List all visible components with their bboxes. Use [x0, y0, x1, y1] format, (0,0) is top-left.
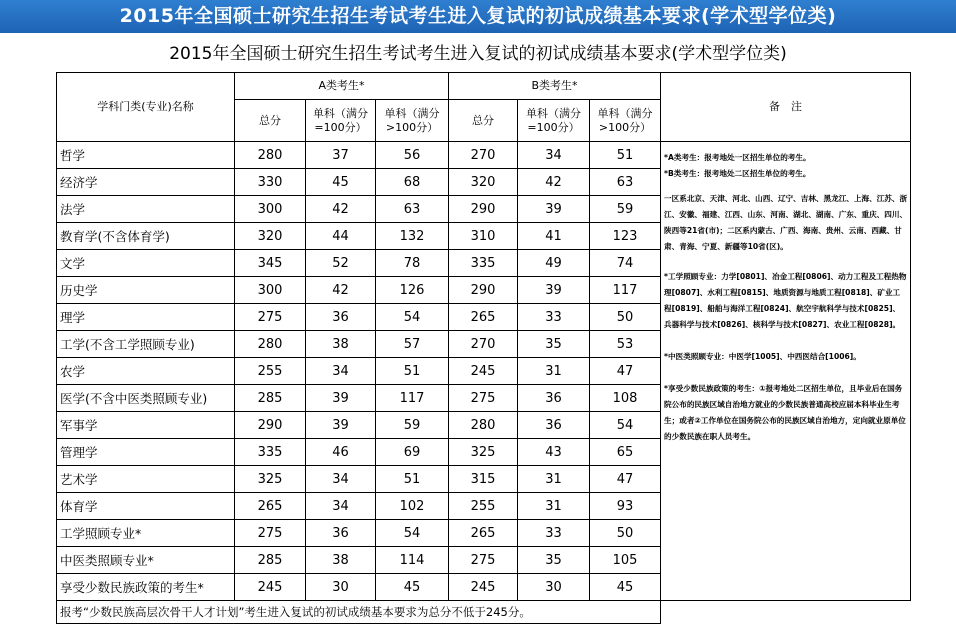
a-single100-cell: 52 [306, 250, 376, 277]
b-sgt-line2: >100分） [598, 120, 652, 134]
b-total-cell: 265 [449, 304, 518, 331]
b-single100-cell: 30 [518, 574, 590, 601]
remarks-cell [661, 142, 911, 601]
b-single100-cell: 35 [518, 547, 590, 574]
a-single-gt100-cell: 69 [376, 439, 449, 466]
page-banner: 2015年全国硕士研究生招生考试考生进入复试的初试成绩基本要求(学术型学位类) [0, 0, 956, 33]
discipline-name-cell: 艺术学 [57, 466, 235, 493]
a-total-cell: 255 [235, 358, 306, 385]
a-single-gt100-cell: 78 [376, 250, 449, 277]
b-total-cell: 275 [449, 547, 518, 574]
b-single100-cell: 31 [518, 466, 590, 493]
a-single-gt100-cell: 59 [376, 412, 449, 439]
a-single-gt100-cell: 54 [376, 304, 449, 331]
b-single-gt100-cell: 105 [590, 547, 661, 574]
b-single-gt100-cell: 50 [590, 520, 661, 547]
a-single-gt100-cell: 114 [376, 547, 449, 574]
b-single-gt100-cell: 74 [590, 250, 661, 277]
a-total-cell: 335 [235, 439, 306, 466]
discipline-name-cell: 文学 [57, 250, 235, 277]
a-total-cell: 245 [235, 574, 306, 601]
discipline-name-cell: 军事学 [57, 412, 235, 439]
b-single100-cell: 42 [518, 169, 590, 196]
a-total-cell: 285 [235, 547, 306, 574]
a-sgt-line2: >100分） [385, 120, 439, 134]
b-total-cell: 310 [449, 223, 518, 250]
discipline-name-cell: 管理学 [57, 439, 235, 466]
a-total-cell: 290 [235, 412, 306, 439]
a-total-cell: 345 [235, 250, 306, 277]
a-single100-cell: 36 [306, 304, 376, 331]
b-single-gt100-cell: 108 [590, 385, 661, 412]
footnote-row [57, 601, 911, 624]
a-total-cell: 280 [235, 142, 306, 169]
discipline-name-cell: 工学(不含工学照顾专业) [57, 331, 235, 358]
b-single100-cell: 34 [518, 142, 590, 169]
a-single-gt100-header [376, 100, 449, 142]
group-b-header: B类考生* [449, 73, 661, 100]
a-single-gt100-cell: 63 [376, 196, 449, 223]
discipline-name-cell: 医学(不含中医类照顾专业) [57, 385, 235, 412]
b-total-header: 总分 [449, 100, 518, 142]
remark-b-class: *B类考生：报考地处二区招生单位的考生。 [664, 169, 811, 179]
group-a-header: A类考生* [235, 73, 449, 100]
remark-minority: *享受少数民族政策的考生：①报考地处二区招生单位，且毕业后在国务院公布的民族区域自治地方就业的少数民族普通高校应届本科毕业生考生；或者②工作单位在国务院公布的民族区域自治地方，定向就业原单位的少数民族在职人员考生。 [664, 384, 906, 442]
a-single100-cell: 30 [306, 574, 376, 601]
a-single100-cell: 34 [306, 493, 376, 520]
score-table [56, 72, 911, 624]
b-single100-header [518, 100, 590, 142]
b-single-gt100-cell: 54 [590, 412, 661, 439]
b-single100-cell: 39 [518, 196, 590, 223]
a-single100-line2: =100分） [314, 120, 367, 134]
b-single100-cell: 39 [518, 277, 590, 304]
b-single-gt100-cell: 50 [590, 304, 661, 331]
a-single100-cell: 39 [306, 385, 376, 412]
b-single100-cell: 43 [518, 439, 590, 466]
a-single100-cell: 42 [306, 196, 376, 223]
table-title: 2015年全国硕士研究生招生考试考生进入复试的初试成绩基本要求(学术型学位类) [169, 44, 787, 64]
b-single-gt100-cell: 59 [590, 196, 661, 223]
b-single100-cell: 35 [518, 331, 590, 358]
discipline-name-cell: 理学 [57, 304, 235, 331]
b-single-gt100-cell: 65 [590, 439, 661, 466]
a-single100-header [306, 100, 376, 142]
b-single-gt100-cell: 47 [590, 466, 661, 493]
a-total-cell: 275 [235, 304, 306, 331]
a-single100-line1: 单科（满分 [313, 106, 368, 120]
a-total-header: 总分 [235, 100, 306, 142]
a-single100-cell: 44 [306, 223, 376, 250]
a-single100-cell: 34 [306, 466, 376, 493]
a-single100-cell: 38 [306, 331, 376, 358]
a-single100-cell: 38 [306, 547, 376, 574]
a-single100-cell: 42 [306, 277, 376, 304]
b-total-cell: 270 [449, 331, 518, 358]
a-total-cell: 330 [235, 169, 306, 196]
a-single-gt100-cell: 51 [376, 358, 449, 385]
a-single100-cell: 37 [306, 142, 376, 169]
b-total-cell: 255 [449, 493, 518, 520]
discipline-name-cell: 经济学 [57, 169, 235, 196]
discipline-name-cell: 享受少数民族政策的考生* [57, 574, 235, 601]
b-single100-cell: 41 [518, 223, 590, 250]
b-total-cell: 270 [449, 142, 518, 169]
remark-a-class: *A类考生：报考地处一区招生单位的考生。 [664, 153, 811, 163]
discipline-name-cell: 农学 [57, 358, 235, 385]
b-single100-cell: 33 [518, 520, 590, 547]
b-total-cell: 245 [449, 358, 518, 385]
b-total-cell: 320 [449, 169, 518, 196]
remarks-header [661, 73, 911, 142]
b-single-gt100-cell: 63 [590, 169, 661, 196]
discipline-name-cell: 体育学 [57, 493, 235, 520]
remarks-header-label: 备 注 [769, 100, 803, 114]
b-single100-cell: 36 [518, 412, 590, 439]
b-single100-cell: 33 [518, 304, 590, 331]
a-total-cell: 300 [235, 196, 306, 223]
a-single-gt100-cell: 132 [376, 223, 449, 250]
footnote: 报考“少数民族高层次骨干人才计划”考生进入复试的初试成绩基本要求为总分不低于245分。 [57, 601, 661, 624]
b-total-cell: 245 [449, 574, 518, 601]
b-total-cell: 265 [449, 520, 518, 547]
b-single100-cell: 36 [518, 385, 590, 412]
b-total-cell: 290 [449, 196, 518, 223]
b-single-gt100-header [590, 100, 661, 142]
table-row [57, 142, 911, 169]
a-single-gt100-cell: 117 [376, 385, 449, 412]
b-total-cell: 280 [449, 412, 518, 439]
discipline-name-cell: 教育学(不含体育学) [57, 223, 235, 250]
b-single100-cell: 49 [518, 250, 590, 277]
a-total-cell: 320 [235, 223, 306, 250]
b-single-gt100-cell: 93 [590, 493, 661, 520]
discipline-header: 学科门类(专业)名称 [57, 73, 235, 142]
remark-regions: 一区系北京、天津、河北、山西、辽宁、吉林、黑龙江、上海、江苏、浙江、安徽、福建、江西、山东、河南、湖北、湖南、广东、重庆、四川、陕西等21省(市)；二区系内蒙古、广西、海南、贵州、云南、西藏、甘肃、青海、宁夏、新疆等10省(区)。 [664, 194, 908, 252]
a-single100-cell: 34 [306, 358, 376, 385]
a-single-gt100-cell: 45 [376, 574, 449, 601]
discipline-name-cell: 工学照顾专业* [57, 520, 235, 547]
a-single100-cell: 46 [306, 439, 376, 466]
discipline-name-cell: 历史学 [57, 277, 235, 304]
b-single-gt100-cell: 53 [590, 331, 661, 358]
b-single-gt100-cell: 51 [590, 142, 661, 169]
a-total-cell: 265 [235, 493, 306, 520]
a-total-cell: 325 [235, 466, 306, 493]
a-single-gt100-cell: 51 [376, 466, 449, 493]
discipline-name-cell: 法学 [57, 196, 235, 223]
b-single-gt100-cell: 117 [590, 277, 661, 304]
a-sgt-line1: 单科（满分 [384, 106, 440, 120]
remark-engineering: *工学照顾专业：力学[0801]、冶金工程[0806]、动力工程及工程热物理[0807]、水利工程[0815]、地质资源与地质工程[0818]、矿业工程[0819]、船舶与海洋工程[0824]、航空宇航科学与技术[0825]、兵器科学与技术[0826]、核科学与技术[0827]、农业工程[0828]。 [664, 272, 907, 330]
b-total-cell: 325 [449, 439, 518, 466]
a-total-cell: 285 [235, 385, 306, 412]
b-sgt-line1: 单科（满分 [597, 106, 653, 120]
discipline-name-cell: 哲学 [57, 142, 235, 169]
b-total-cell: 290 [449, 277, 518, 304]
b-single-gt100-cell: 123 [590, 223, 661, 250]
remark-tcm: *中医类照顾专业：中医学[1005]、中西医结合[1006]。 [664, 352, 861, 362]
a-single100-cell: 39 [306, 412, 376, 439]
a-single-gt100-cell: 68 [376, 169, 449, 196]
a-single-gt100-cell: 54 [376, 520, 449, 547]
a-single-gt100-cell: 102 [376, 493, 449, 520]
b-total-cell: 315 [449, 466, 518, 493]
b-single100-cell: 31 [518, 358, 590, 385]
a-single100-cell: 36 [306, 520, 376, 547]
b-single100-cell: 31 [518, 493, 590, 520]
b-total-cell: 335 [449, 250, 518, 277]
a-single-gt100-cell: 56 [376, 142, 449, 169]
a-total-cell: 275 [235, 520, 306, 547]
b-single-gt100-cell: 45 [590, 574, 661, 601]
a-single-gt100-cell: 126 [376, 277, 449, 304]
b-single-gt100-cell: 47 [590, 358, 661, 385]
a-single-gt100-cell: 57 [376, 331, 449, 358]
a-total-cell: 280 [235, 331, 306, 358]
a-single100-cell: 45 [306, 169, 376, 196]
b-single100-line2: =100分） [527, 120, 580, 134]
a-total-cell: 300 [235, 277, 306, 304]
b-total-cell: 275 [449, 385, 518, 412]
b-single100-line1: 单科（满分 [526, 106, 582, 120]
discipline-name-cell: 中医类照顾专业* [57, 547, 235, 574]
